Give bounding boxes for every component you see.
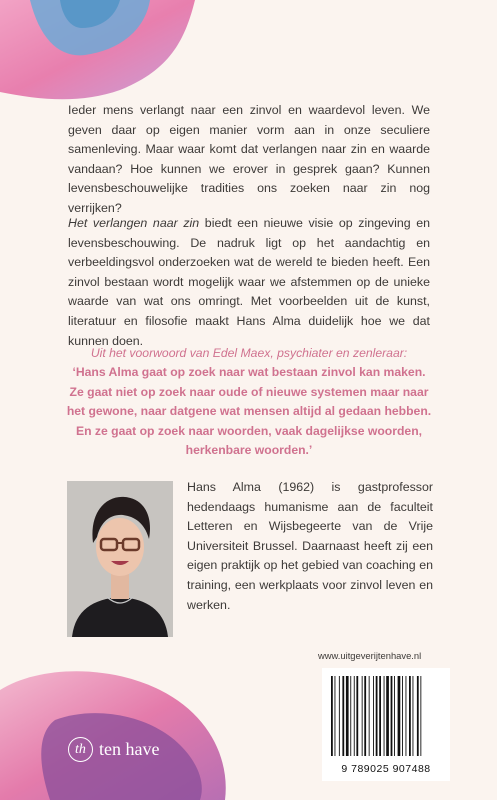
barcode-bars — [331, 676, 441, 756]
barcode-bar — [402, 676, 403, 756]
publisher-logo — [68, 737, 159, 762]
foreword-quote — [64, 344, 434, 460]
barcode-bar — [413, 676, 414, 756]
barcode-bar — [339, 676, 340, 756]
barcode-bar — [379, 676, 381, 756]
top-decorative-blob — [0, 0, 200, 105]
author-bio: Hans Alma (1962) is gastprofessor hedendaags humanisme aan de faculteit Letteren en Wijsbegeerte van de Vrije Universiteit Brussel. Daarnaast heeft zij een eigen praktijk op het gebied van coaching en training, een werkplaats voor zinvol leven en werken. — [187, 480, 433, 612]
barcode-bar — [373, 676, 374, 756]
barcode-bar — [386, 676, 389, 756]
barcode-bar — [335, 676, 336, 756]
barcode-bar — [331, 676, 333, 756]
publisher-logo-text: ten have — [99, 739, 160, 759]
author-photo — [67, 481, 173, 637]
barcode-bar — [409, 676, 411, 756]
barcode-bar — [420, 676, 421, 756]
barcode-bar — [391, 676, 393, 756]
quote-body: ‘Hans Alma gaat op zoek naar wat bestaan zinvol kan maken. Ze gaat niet op zoek naar oude of nieuwe systemen maar naar het gewone, naar datgene wat mensen altijd al gedaan hebben. En ze gaat op zoek naar woorden, vaak dagelijkse woorden, herkenbare woorden.’ — [66, 365, 432, 458]
barcode-bar — [394, 676, 395, 756]
publisher-url[interactable]: www.uitgeverijtenhave.nl — [318, 650, 422, 661]
barcode-bar — [362, 676, 363, 756]
bottom-decorative-blob — [0, 660, 240, 800]
barcode-bar — [364, 676, 366, 756]
description-text: biedt een nieuwe visie op zingeving en levensbeschouwing. De nadruk ligt op het aandachtig en verbeeldingsvol onderzoeken wat de wereld te bieden heeft. Een zinvol bestaan wordt mogelijk waar we afstemmen op de unieke waarde van wat ons omringt. Met voorbeelden uit de kunst, literatuur en filosofie maakt Hans Alma duidelijk hoe we dat kunnen doen. — [68, 216, 430, 348]
quote-intro: Uit het voorwoord van Edel Maex, psychiater en zenleraar: — [90, 346, 408, 360]
barcode-bar — [369, 676, 370, 756]
barcode-bar — [346, 676, 349, 756]
barcode-bar — [406, 676, 407, 756]
barcode-bar — [417, 676, 419, 756]
description-paragraph — [68, 214, 430, 351]
barcode-bar — [398, 676, 401, 756]
publisher-logo-mark: th — [68, 737, 93, 762]
barcode-bar — [376, 676, 378, 756]
barcode-bar — [342, 676, 344, 756]
isbn-number: 9 789025 907488 — [341, 763, 431, 775]
barcode — [322, 668, 450, 781]
barcode-bar — [354, 676, 355, 756]
barcode-bar — [356, 676, 358, 756]
intro-paragraph: Ieder mens verlangt naar een zinvol en waardevol leven. We geven daar op eigen manier vorm aan in onze seculiere samenleving. Maar waar komt dat verlangen naar zin en waarde vandaan? Hoe kunnen we erover in gesprek gaan? Kunnen levensbeschouwelijke tradities ons zoeken naar zin nog verrijken? — [68, 103, 430, 215]
barcode-bar — [350, 676, 351, 756]
barcode-bar — [384, 676, 385, 756]
book-title-italic: Het verlangen naar zin — [68, 216, 200, 230]
